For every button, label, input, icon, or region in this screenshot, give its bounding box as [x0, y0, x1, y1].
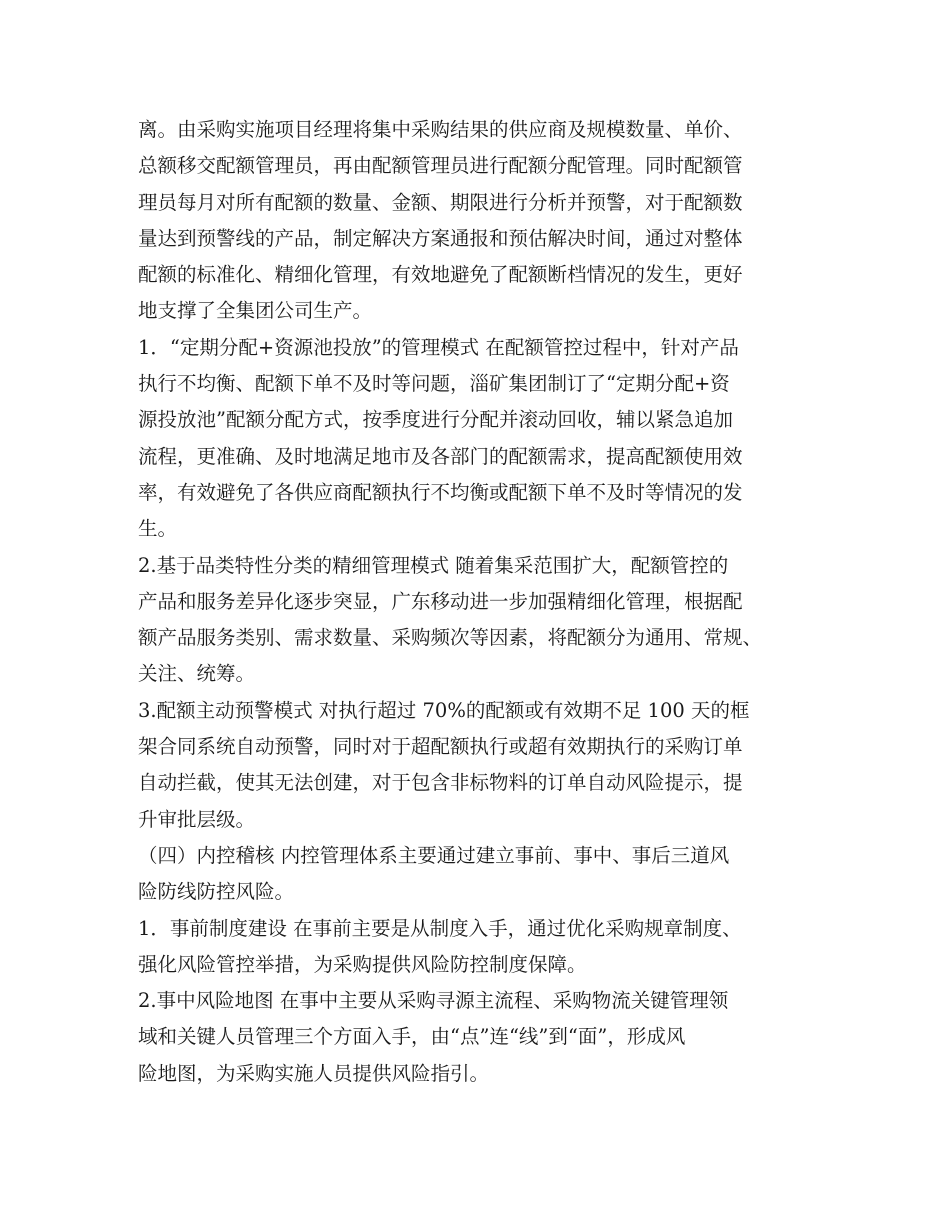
text-line: 3.配额主动预警模式 对执行超过 70%的配额或有效期不足 100 天的框	[138, 698, 750, 722]
text-line: 理员每月对所有配额的数量、金额、期限进行分析并预警，对于配额数	[138, 190, 743, 214]
text-line: 产品和服务差异化逐步突显，广东移动进一步加强精细化管理，根据配	[138, 589, 743, 613]
text-line: 源投放池”配额分配方式，按季度进行分配并滚动回收，辅以紧急追加	[138, 408, 733, 432]
text-line: 升审批层级。	[138, 807, 256, 831]
text-line: 总额移交配额管理员，再由配额管理员进行配额分配管理。同时配额管	[138, 154, 743, 178]
text-line: 率，有效避免了各供应商配额执行不均衡或配额下单不及时等情况的发	[138, 480, 743, 504]
text-line: 1．事前制度建设 在事前主要是从制度入手，通过优化采购规章制度、	[138, 916, 742, 940]
text-line: 配额的标准化、精细化管理，有效地避免了配额断档情况的发生，更好	[138, 263, 743, 287]
text-line: 量达到预警线的产品，制定解决方案通报和预估解决时间，通过对整体	[138, 226, 743, 250]
text-line: 域和关键人员管理三个方面入手，由“点”连“线”到“面”，形成风	[138, 1025, 686, 1049]
text-line: 强化风险管控举措，为采购提供风险防控制度保障。	[138, 952, 587, 976]
text-line: 执行不均衡、配额下单不及时等问题，淄矿集团制订了“定期分配+资	[138, 372, 730, 396]
text-line: 险地图，为采购实施人员提供风险指引。	[138, 1061, 490, 1085]
text-line: 自动拦截，使其无法创建，对于包含非标物料的订单自动风险提示，提	[138, 771, 743, 795]
text-line: 1．“定期分配+资源池投放”的管理模式 在配额管控过程中，针对产品	[138, 335, 739, 359]
text-line: 离。由采购实施项目经理将集中采购结果的供应商及规模数量、单价、	[138, 118, 743, 141]
text-line: 额产品服务类别、需求数量、采购频次等因素，将配额分为通用、常规、	[138, 626, 763, 650]
text-line: （四）内控稽核 内控管理体系主要通过建立事前、事中、事后三道风	[138, 843, 730, 867]
text-line: 生。	[138, 517, 178, 541]
text-line: 流程，更准确、及时地满足地市及各部门的配额需求，提高配额使用效	[138, 444, 743, 468]
document-body	[138, 112, 838, 1092]
text-line: 架合同系统自动预警，同时对于超配额执行或超有效期执行的采购订单	[138, 735, 743, 759]
text-line: 险防线防控风险。	[138, 880, 295, 904]
text-line: 关注、统筹。	[138, 662, 256, 686]
text-line: 2.事中风险地图 在事中主要从采购寻源主流程、采购物流关键管理领	[138, 989, 729, 1013]
text-line: 地支撑了全集团公司生产。	[138, 299, 373, 323]
text-line: 2.基于品类特性分类的精细管理模式 随着集采范围扩大，配额管控的	[138, 553, 729, 577]
